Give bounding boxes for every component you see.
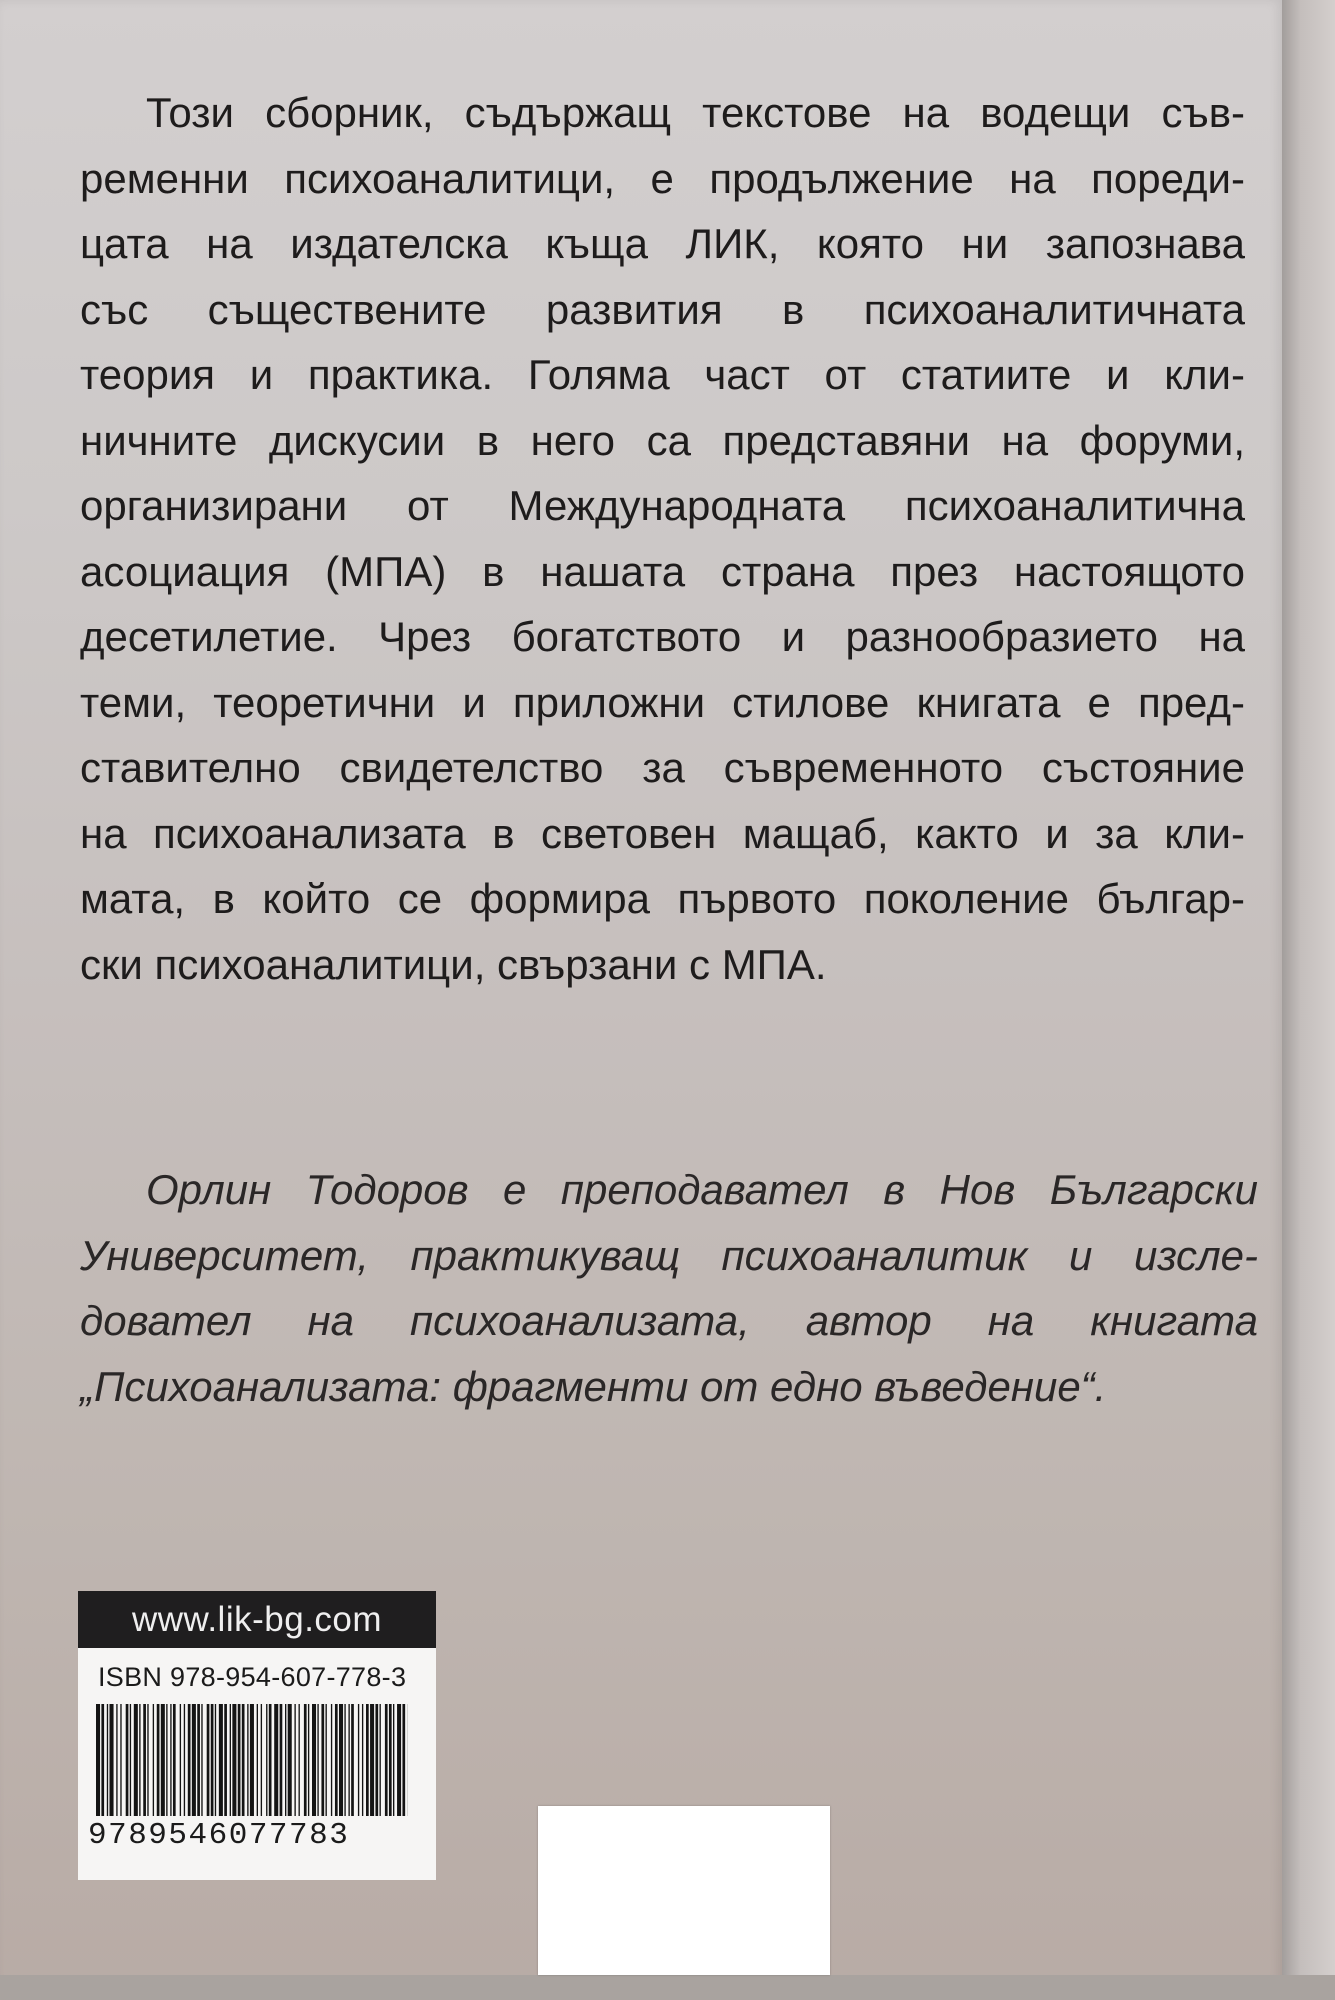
- author-bio-line: довател на психоанализата, автор на книгата: [80, 1297, 1258, 1344]
- barcode-bar: [207, 1704, 210, 1816]
- barcode-bar: [362, 1704, 363, 1816]
- barcode-bar: [153, 1704, 154, 1816]
- barcode-bar: [143, 1704, 146, 1816]
- barcode-bar: [370, 1704, 374, 1816]
- barcode-bar: [230, 1704, 231, 1816]
- blurb-line: мата, в който се формира първото поколение българ-: [80, 875, 1245, 922]
- barcode-bar: [247, 1704, 248, 1816]
- blurb-line: теми, теоретични и приложни стилове книгата е пред-: [80, 678, 1245, 726]
- barcode-bar: [238, 1704, 241, 1816]
- barcode-bar: [242, 1704, 245, 1816]
- cover-edge: [1282, 0, 1335, 2000]
- barcode-bar: [110, 1704, 114, 1816]
- barcode-bar: [321, 1704, 324, 1816]
- blurb-line: Този сборник, съдържащ текстове на водещи съв-: [146, 89, 1245, 136]
- author-bio: [80, 1157, 1258, 1419]
- isbn-number: ISBN 978-954-607-778-3: [98, 1662, 407, 1692]
- barcode-bar: [358, 1704, 359, 1816]
- barcode-bar: [126, 1704, 129, 1816]
- barcode-bar: [402, 1704, 405, 1816]
- barcode-bar: [375, 1704, 378, 1816]
- blurb-line: на психоанализата в световен мащаб, както и за кли-: [80, 809, 1245, 857]
- barcode-bar: [180, 1704, 181, 1816]
- blurb-line: цата на издателска къща ЛИК, която ни запознава: [80, 220, 1245, 267]
- blurb-line: ничните дискусии в него са представяни на форуми,: [80, 416, 1245, 464]
- barcode-bar: [250, 1704, 254, 1816]
- author-bio-line: „Психоанализата: фрагменти от едно въведение“.: [80, 1362, 1107, 1410]
- barcode-bar: [280, 1704, 283, 1816]
- barcode-bar: [139, 1704, 140, 1816]
- barcode-bar: [317, 1704, 318, 1816]
- barcode-bar: [299, 1704, 300, 1816]
- barcode-bar: [304, 1704, 307, 1816]
- blurb-line: ременни психоаналитици, е продължение на пореди-: [80, 154, 1245, 202]
- author-bio-line: Орлин Тодоров е преподавател в Нов Български: [146, 1166, 1258, 1213]
- barcode-bar: [380, 1704, 381, 1816]
- barcode-bar: [116, 1704, 117, 1816]
- barcode-bar: [157, 1704, 160, 1816]
- barcode-bar: [257, 1704, 258, 1816]
- barcode-bar: [173, 1704, 176, 1816]
- barcode-bar: [120, 1704, 121, 1816]
- barcode: [96, 1704, 408, 1816]
- barcode-bar: [219, 1704, 223, 1816]
- barcode-bar: [385, 1704, 388, 1816]
- barcode-bar: [192, 1704, 196, 1816]
- barcode-bar: [184, 1704, 185, 1816]
- barcode-bar: [335, 1704, 338, 1816]
- blurb-line: десетилетие. Чрез богатството и разнообразието на: [80, 613, 1245, 660]
- barcode-bar: [351, 1704, 354, 1816]
- price-sticker: [538, 1806, 830, 1975]
- barcode-digits: 9789546077783: [88, 1818, 398, 1853]
- barcode-bar: [96, 1704, 100, 1816]
- barcode-bar: [101, 1704, 104, 1816]
- barcode-bar: [348, 1704, 349, 1816]
- barcode-bar: [107, 1704, 108, 1816]
- blurb-line: ски психоаналитици, свързани с МПА.: [80, 940, 827, 988]
- barcode-bar: [201, 1704, 202, 1816]
- blurb-text: [80, 80, 1245, 997]
- barcode-bar: [266, 1704, 267, 1816]
- barcode-bar: [170, 1704, 171, 1816]
- barcode-bar: [134, 1704, 138, 1816]
- barcode-bar: [211, 1704, 214, 1816]
- barcode-bar: [224, 1704, 227, 1816]
- blurb-line: ставително свидетелство за съвременното състояние: [80, 744, 1245, 791]
- barcode-bar: [326, 1704, 327, 1816]
- barcode-bar: [339, 1704, 343, 1816]
- barcode-bar: [269, 1704, 272, 1816]
- blurb-line: организирани от Международната психоаналитична: [80, 482, 1245, 529]
- author-bio-line: Университет, практикуващ психоаналитик и изсле-: [80, 1231, 1258, 1279]
- barcode-bar: [397, 1704, 401, 1816]
- barcode-bar: [393, 1704, 394, 1816]
- barcode-bar: [308, 1704, 309, 1816]
- barcode-bar: [331, 1704, 332, 1816]
- barcode-bar: [285, 1704, 286, 1816]
- barcode-bar: [215, 1704, 216, 1816]
- barcode-bar: [166, 1704, 167, 1816]
- barcode-bar: [389, 1704, 392, 1816]
- barcode-bar: [197, 1704, 200, 1816]
- barcode-bar: [161, 1704, 165, 1816]
- blurb-line: теория и практика. Голяма част от статиите и кли-: [80, 351, 1245, 398]
- publisher-website: www.lik-bg.com: [78, 1591, 436, 1648]
- barcode-bar: [261, 1704, 262, 1816]
- barcode-bar: [312, 1704, 316, 1816]
- barcode-bar: [344, 1704, 345, 1816]
- barcode-bar: [288, 1704, 292, 1816]
- barcode-bar: [188, 1704, 191, 1816]
- barcode-bar: [366, 1704, 369, 1816]
- barcode-bar: [274, 1704, 278, 1816]
- blurb-line: асоциация (МПА) в нашата страна през настоящото: [80, 547, 1245, 595]
- surface-below-book: [0, 1975, 1335, 2000]
- barcode-bar: [294, 1704, 295, 1816]
- barcode-bar: [147, 1704, 148, 1816]
- barcode-bar: [232, 1704, 236, 1816]
- blurb-line: със съществените развития в психоаналитичната: [80, 285, 1245, 333]
- barcode-bar: [130, 1704, 131, 1816]
